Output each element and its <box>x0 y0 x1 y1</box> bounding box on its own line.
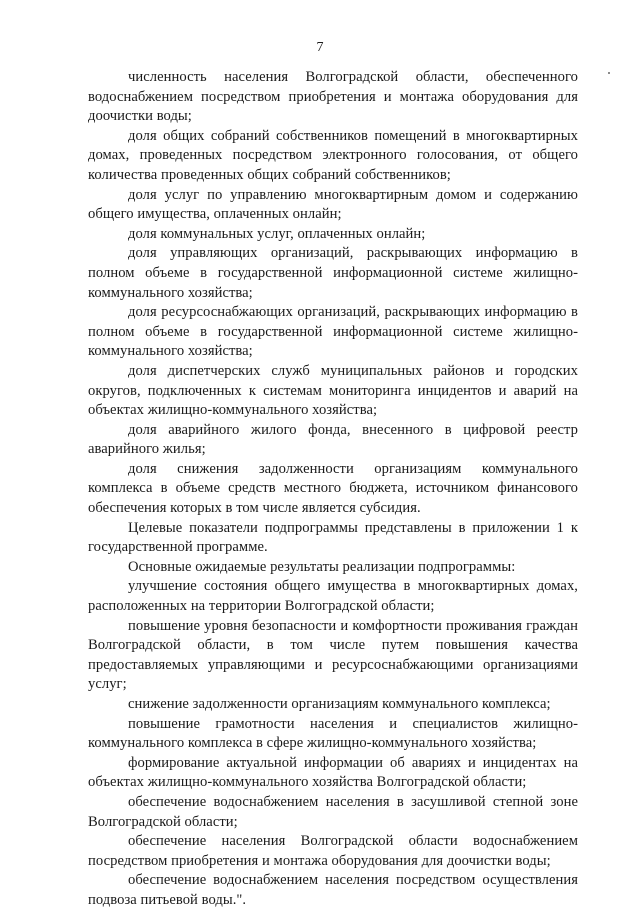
paragraph: Основные ожидаемые результаты реализации подпрограммы: <box>128 558 516 575</box>
paragraph: обеспечение населения Волгоградской области водоснабжением посредством приобретения и монтажа оборудования для доочистки воды; <box>88 833 578 869</box>
paragraph: повышение грамотности населения и специалистов жилищно-коммунального комплекса в сфере жилищно-коммунального хозяйства; <box>88 715 578 752</box>
paragraph: доля коммунальных услуг, оплаченных онлайн; <box>128 225 426 242</box>
paragraph: доля диспетчерских служб муниципальных районов и городских округов, подключенных к системам мониторинга инцидентов и аварий на объектах жилищно-коммунального хозяйства; <box>88 362 578 419</box>
page-number: 7 <box>316 40 324 55</box>
paragraph: повышение уровня безопасности и комфортности проживания граждан Волгоградской области, в том числе путем повышения качества предоставляемых управляющими и ресурсоснабжающими организациями услуг; <box>88 617 578 693</box>
paragraph: снижение задолженности организациям коммунального комплекса; <box>128 696 551 712</box>
paragraph: доля снижения задолженности организациям коммунального комплекса в объеме средств местного бюджета, источником финансового обеспечения которых в том числе является субсидия. <box>88 460 578 517</box>
paragraph: формирование актуальной информации об авариях и инцидентах на объектах жилищно-коммунального хозяйства Волгоградской области; <box>88 754 578 791</box>
paragraph: доля управляющих организаций, раскрывающих информацию в полном объеме в государственной информационной системе жилищно-коммунального хозяйства; <box>88 245 578 301</box>
paragraph: доля услуг по управлению многоквартирным домом и содержанию общего имущества, оплаченных онлайн; <box>88 186 578 223</box>
paragraph: Целевые показатели подпрограммы представлены в приложении 1 к государственной программе. <box>88 519 578 556</box>
paragraph: обеспечение водоснабжением населения в засушливой степной зоне Волгоградской области; <box>88 793 578 830</box>
paragraph: численность населения Волгоградской области, обеспеченного водоснабжением посредством приобретения и монтажа оборудования для доочистки воды; <box>88 69 578 125</box>
paragraph: обеспечение водоснабжением населения посредством осуществления подвоза питьевой воды.". <box>88 872 578 908</box>
paragraph: доля аварийного жилого фонда, внесенного в цифровой реестр аварийного жилья; <box>88 421 578 458</box>
paragraph: доля общих собраний собственников помещений в многоквартирных домах, проведенных посредством электронного голосования, от общего количества проведенных общих собраний собственников; <box>88 127 578 183</box>
paragraph: доля ресурсоснабжающих организаций, раскрывающих информацию в полном объеме в государственной информационной системе жилищно-коммунального хозяйства; <box>88 304 578 360</box>
document-body <box>88 68 578 911</box>
scan-speck <box>608 72 610 74</box>
paragraph: улучшение состояния общего имущества в многоквартирных домах, расположенных на территории Волгоградской области; <box>88 578 578 615</box>
